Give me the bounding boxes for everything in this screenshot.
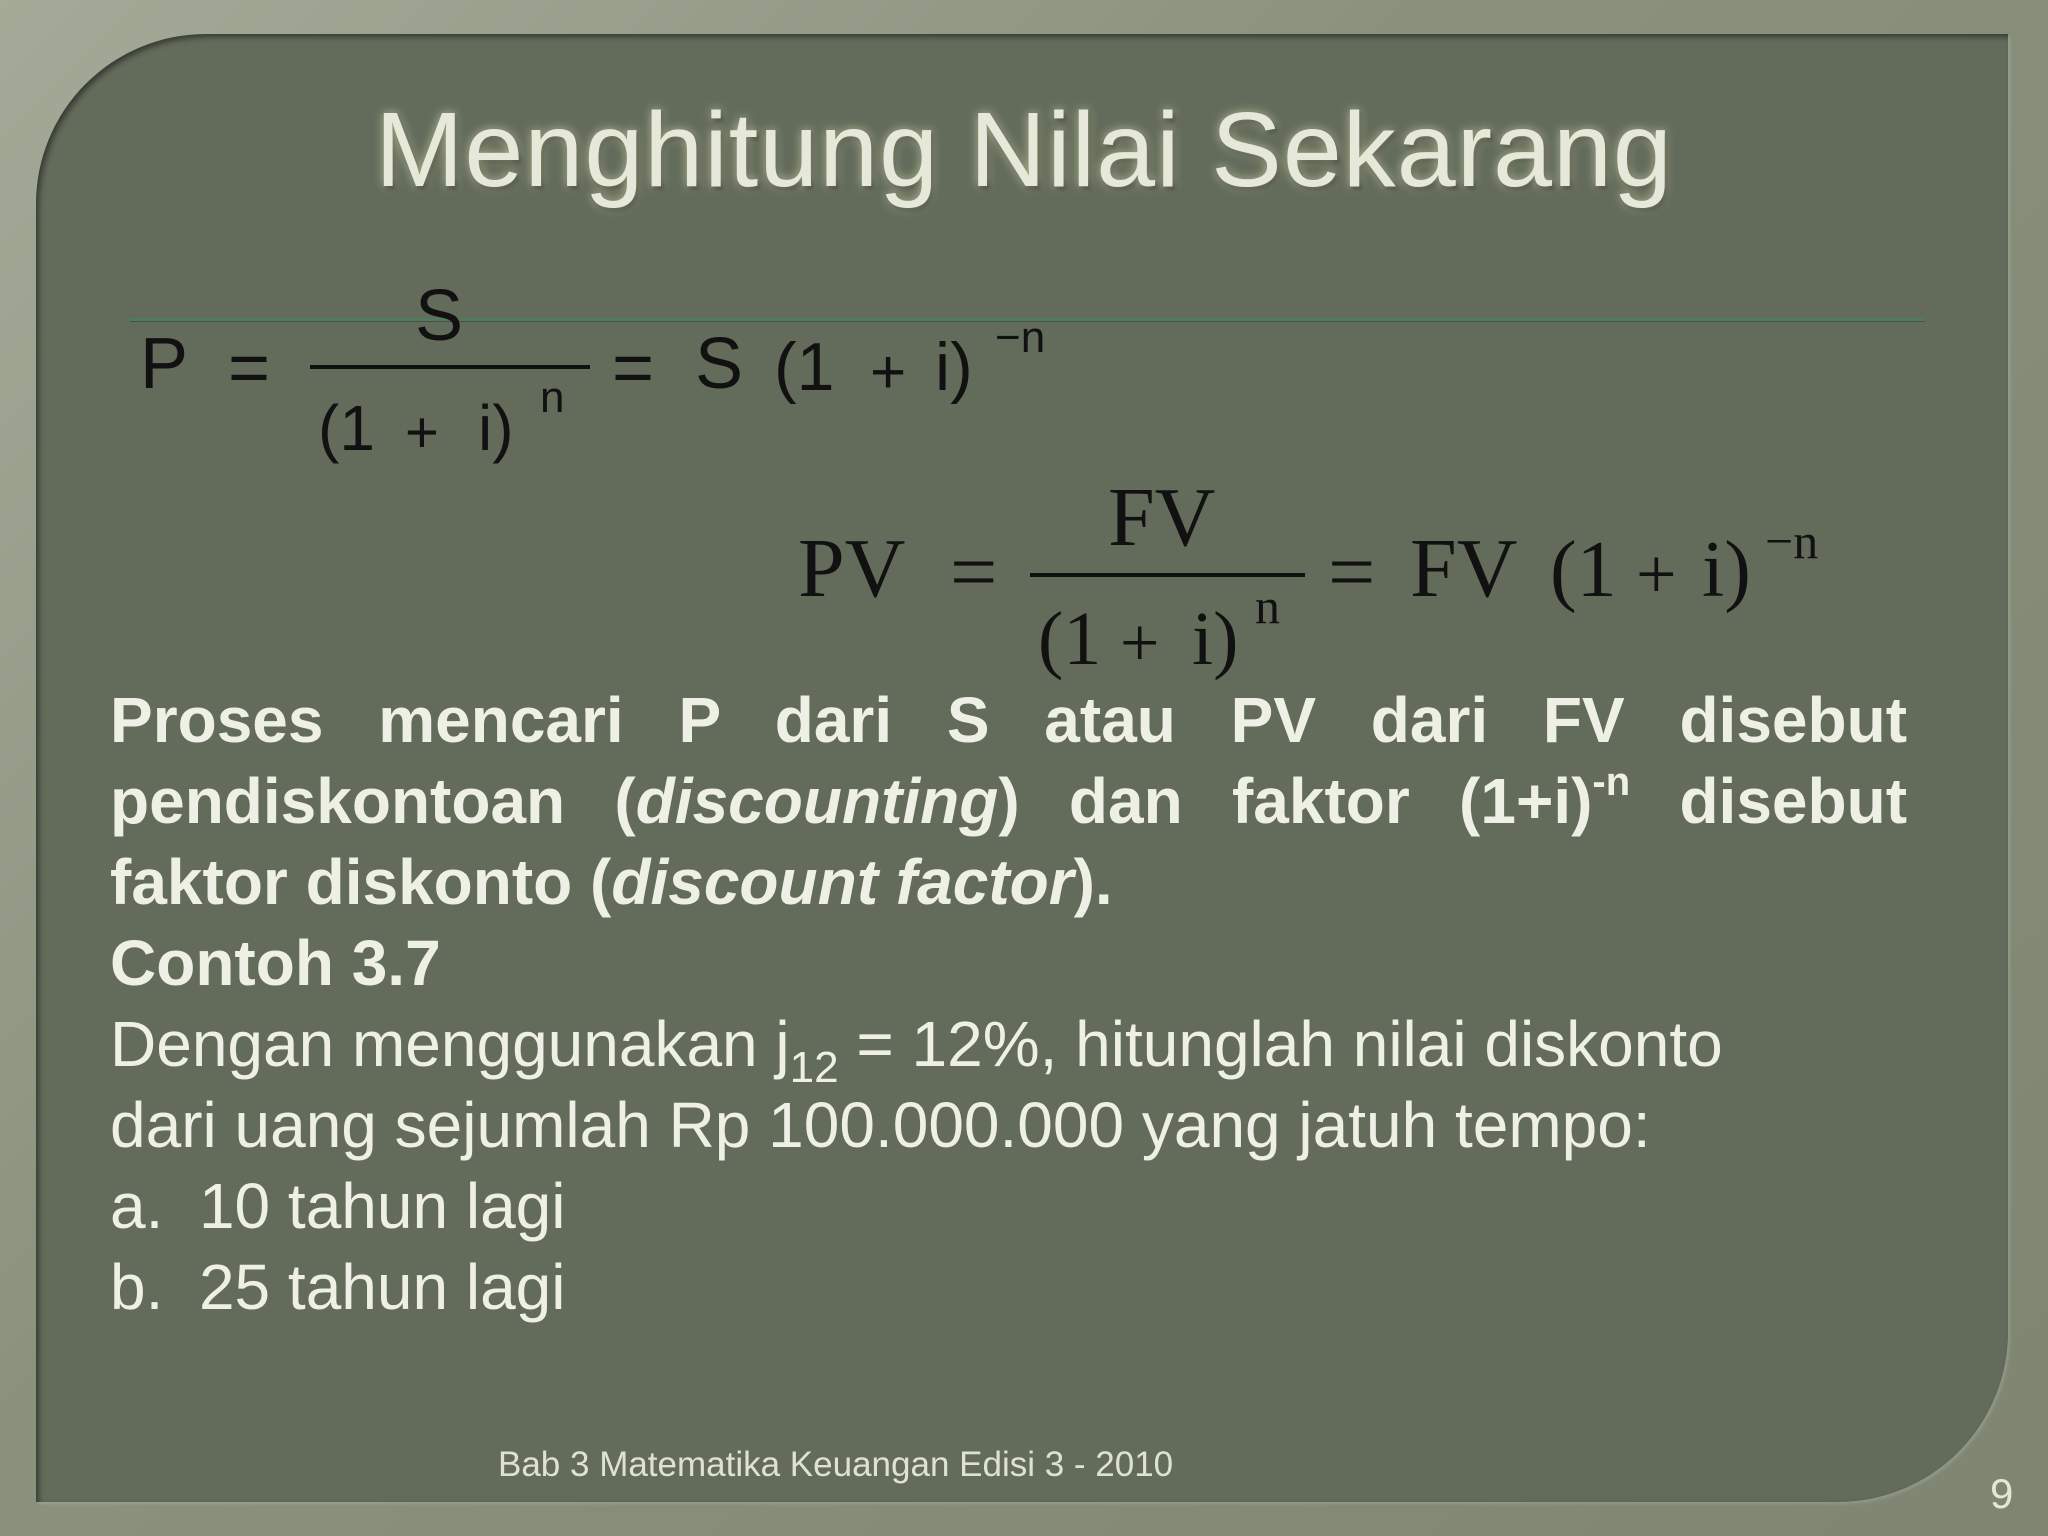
formula-present-value-pv — [798, 471, 1818, 682]
f1-rhs-s: S — [695, 324, 744, 404]
f2-den-i: i) — [1192, 597, 1239, 681]
list-text: 25 tahun lagi — [198, 1251, 566, 1323]
f2-rhs-base: (1 — [1550, 526, 1617, 614]
example-heading: Contoh 3.7 — [110, 927, 441, 999]
para-line-1: Proses mencari P dari S atau PV dari FV disebut — [110, 684, 1907, 756]
para-exponent: -n — [1592, 760, 1631, 804]
para-line-3-a: faktor diskonto ( — [110, 846, 612, 918]
f1-lhs: P — [140, 324, 189, 404]
f1-eq2: = — [612, 328, 655, 408]
example-line-2: dari uang sejumlah Rp 100.000.000 yang jatuh tempo: — [110, 1089, 1651, 1161]
f1-rhs-plus: + — [870, 338, 907, 407]
list-text: 10 tahun lagi — [198, 1170, 566, 1242]
f2-rhs-exp: −n — [1765, 513, 1819, 569]
slide-footer: Bab 3 Matematika Keuangan Edisi 3 - 2010 — [498, 1445, 1174, 1484]
list-item — [110, 1166, 1907, 1247]
f2-eq2: = — [1328, 526, 1376, 619]
list-marker: a. — [110, 1170, 164, 1242]
list-item — [110, 1247, 1907, 1328]
para-line-2-b: ) dan faktor (1+i) — [998, 765, 1593, 837]
para-line-3 — [110, 842, 1907, 923]
f2-den-plus: + — [1120, 605, 1160, 682]
f1-numerator: S — [415, 276, 464, 356]
slide-title: Menghitung Nilai Sekarang — [375, 91, 1673, 209]
f1-fraction-bar — [310, 365, 590, 369]
f2-rhs-fv: FV — [1410, 522, 1518, 615]
para-term-discounting: discounting — [635, 765, 999, 837]
para-line-2-a: pendiskontoan ( — [110, 765, 636, 837]
para-line-2 — [110, 761, 1907, 842]
f2-lhs: PV — [798, 522, 906, 615]
example-line-1 — [110, 1004, 1907, 1092]
f2-rhs-plus: + — [1636, 534, 1677, 614]
f2-eq: = — [950, 526, 998, 619]
f2-den-open: (1 — [1038, 597, 1102, 681]
f2-rhs-i: i) — [1702, 526, 1751, 614]
f1-rhs-exp: −n — [995, 313, 1046, 362]
example-line-1-a: Dengan menggunakan j — [110, 1008, 790, 1080]
f2-numerator: FV — [1108, 471, 1216, 564]
f1-rhs-i: i) — [935, 329, 973, 405]
page-number: 9 — [1990, 1470, 2014, 1517]
f1-eq: = — [228, 328, 271, 408]
f1-den-open: (1 — [318, 392, 375, 464]
para-line-2-c: disebut — [1630, 765, 1907, 837]
f1-den-plus: + — [405, 400, 439, 465]
f1-den-exp: n — [540, 373, 565, 422]
example-subscript: 12 — [789, 1043, 839, 1092]
f2-den-exp: n — [1255, 578, 1280, 634]
f1-den-i: i) — [478, 392, 514, 464]
para-term-discount-factor: discount factor — [611, 846, 1074, 918]
f2-fraction-bar — [1030, 573, 1305, 577]
f1-rhs-base: (1 — [774, 329, 835, 405]
example-line-1-b: = 12%, hitunglah nilai diskonto — [838, 1008, 1723, 1080]
para-line-3-b: ). — [1073, 846, 1113, 918]
list-marker: b. — [110, 1251, 164, 1323]
slide-body — [110, 680, 1907, 1328]
